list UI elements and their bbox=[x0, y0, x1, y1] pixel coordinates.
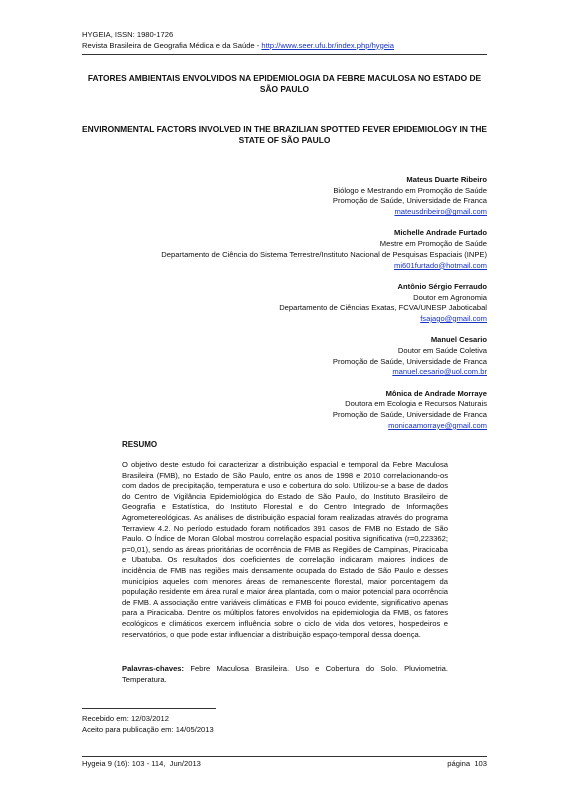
footnote-divider bbox=[82, 708, 216, 709]
author-degree: Biólogo e Mestrando em Promoção de Saúde bbox=[333, 185, 487, 195]
footnotes bbox=[82, 713, 214, 735]
author-email-link[interactable]: mateusdribeiro@gmail.com bbox=[394, 207, 487, 217]
author-affiliation: Promoção de Saúde, Universidade de Franca bbox=[332, 196, 487, 206]
abstract-text: O objetivo deste estudo foi caracterizar a distribuição espacial e temporal da Febre Maculosa Brasileira (FMB), no Estado de São Paulo, entre os anos de 1998 e 2010 correlacionando-os com dados de precipitação, temperatura e uso e cobertura do solo. Utilizou-se a base de dados do Centro de Vigilância Epidemiológica do Estado de São Paulo, do Instituto Brasileiro de Geografia e Estatística, do Instituto Florestal e do Centro Integrado de Informações Agrometereológicas. As análises de distribuição espacial foram realizadas através do programa Terraview 4.2. No período estudado foram notificados 391 casos de FMB no Estado de São Paulo. O Índice de Moran Global mostrou correlação espacial positiva significativa (r=0,223362; p=0,01), sendo as áreas prioritárias de ocorrência de FMB as Regiões de Campinas, Piracicaba e Ubatuba. Os resultados dos coeficientes de correlação indicaram maiores índices de incidência de FMB nas regiões mais densamente ocupada do Estado de São Paulo e desses municípios aqueles com menores áreas de remanescente florestal, maior porcentagem da população residente em área rural e maior área plantada, com o maior potencial para ocorrência de FMB. A associação entre variáveis climáticas e FMB foi pouco evidente, significativo apenas para a Piracicaba. Dentre os múltiplos fatores envolvidos na epidemiologia da FMB, os fatores ecológicos e climáticos exercem influência sobre o ciclo de vida dos vetores, hospedeiros e reservatórios, o que pode estar influenciar a distribuição espaço-temporal dessa doença. bbox=[122, 460, 448, 639]
author-degree: Mestre em Promoção de Saúde bbox=[379, 239, 487, 249]
journal-url-link[interactable]: http://www.seer.ufu.br/index.php/hygeia bbox=[261, 40, 394, 50]
author-name: Manuel Cesario bbox=[430, 335, 487, 345]
author-affiliation: Promoção de Saúde, Universidade de Franca bbox=[332, 356, 487, 366]
title-portuguese: FATORES AMBIENTAIS ENVOLVIDOS NA EPIDEMIOLOGIA DA FEBRE MACULOSA NO ESTADO DE SÃO PAULO bbox=[87, 73, 482, 94]
author-list bbox=[82, 175, 487, 442]
author-block bbox=[82, 282, 487, 325]
journal-subtitle: Revista Brasileira de Geografia Médica e da Saúde - http://www.seer.ufu.br/index.php/hygeia bbox=[82, 40, 394, 50]
author-email-link[interactable]: fsajago@gmail.com bbox=[420, 313, 487, 323]
author-degree: Doutor em Saúde Coletiva bbox=[397, 345, 487, 355]
author-block bbox=[82, 228, 487, 271]
author-affiliation: Departamento de Ciência do Sistema Terrestre/Instituto Nacional de Pesquisas Espaciais (INPE) bbox=[161, 249, 487, 259]
header-divider bbox=[82, 54, 487, 55]
keywords-text: Febre Maculosa Brasileira. Uso e Cobertura do Solo. Pluviometria. Temperatura. bbox=[122, 664, 448, 684]
author-email-link[interactable]: manuel.cesario@uol.com.br bbox=[392, 367, 487, 377]
author-degree: Doutora em Ecologia e Recursos Naturais bbox=[345, 399, 487, 409]
title-english: ENVIRONMENTAL FACTORS INVOLVED IN THE BRAZILIAN SPOTTED FEVER EPIDEMIOLOGY IN THE STATE OF SÃO PAULO bbox=[82, 124, 487, 145]
author-block bbox=[82, 175, 487, 218]
author-affiliation: Promoção de Saúde, Universidade de Franca bbox=[332, 410, 487, 420]
author-block bbox=[82, 335, 487, 378]
footer-citation: Hygeia 9 (16): 103 - 114, Jun/2013 bbox=[82, 759, 201, 768]
author-degree: Doutor em Agronomia bbox=[413, 292, 487, 302]
resumo-heading: RESUMO bbox=[122, 440, 158, 449]
author-affiliation: Departamento de Ciências Exatas, FCVA/UNESP Jaboticabal bbox=[279, 303, 487, 313]
author-name: Michelle Andrade Furtado bbox=[394, 228, 487, 238]
author-name: Mônica de Andrade Morraye bbox=[385, 388, 487, 398]
keywords-label: Palavras-chaves: bbox=[122, 664, 185, 673]
author-block bbox=[82, 389, 487, 432]
author-email-link[interactable]: mi601furtado@hotmail.com bbox=[394, 260, 487, 270]
journal-header bbox=[82, 30, 394, 51]
journal-issn: HYGEIA, ISSN: 1980-1726 bbox=[82, 30, 174, 39]
page-number: página 103 bbox=[447, 759, 487, 768]
received-date: Recebido em: 12/03/2012 bbox=[82, 714, 169, 723]
author-name: Antônio Sérgio Ferraudo bbox=[397, 281, 487, 291]
author-name: Mateus Duarte Ribeiro bbox=[406, 175, 487, 184]
author-email-link[interactable]: monicaamorraye@gmail.com bbox=[388, 420, 487, 430]
accepted-date: Aceito para publicação em: 14/05/2013 bbox=[82, 725, 214, 734]
footer-divider bbox=[82, 756, 487, 757]
keywords bbox=[122, 664, 448, 685]
